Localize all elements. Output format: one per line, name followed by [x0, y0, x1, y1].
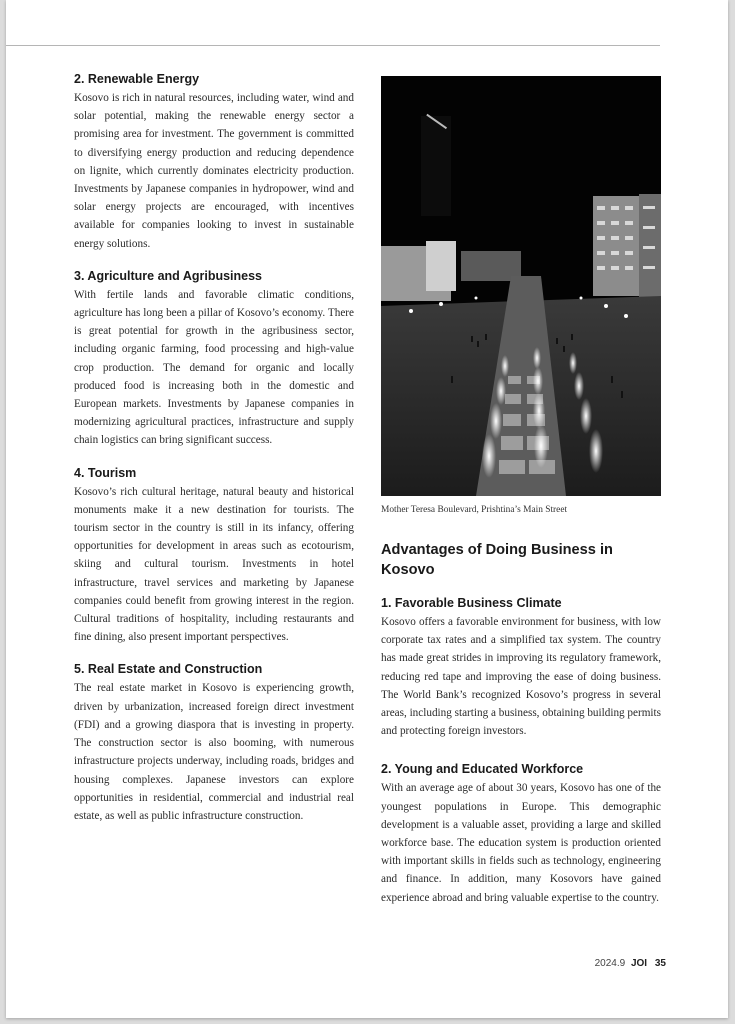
section-business-climate [381, 594, 661, 740]
section-heading: 4. Tourism [74, 465, 137, 480]
section-body: Kosovo is rich in natural resources, including water, wind and solar potential, making the renewable energy sector a promising area for investment. The government is committed to diversifying energy production and reducing dependence on lignite, which currently dominates electricity production. Investments by Japanese companies in hydropower, wind and solar energy projects are encouraged, with incentives available for companies looking to invest in sustainable energy solutions. [74, 92, 354, 250]
section-tourism [74, 464, 354, 647]
section-body: Kosovo’s rich cultural heritage, natural beauty and historical monuments make it a new destination for tourists. The tourism sector in the country is still in its infancy, offering opportunities for development in areas such as ecotourism, skiing and cultural tourism. Investments in hotel infrastructure, travel services and marketing by Japanese companies could benefit from growing interest in the region. Cultural traditions of hospitality, including restaurants and fine dining, also present important perspectives. [74, 485, 354, 644]
section-real-estate [74, 660, 354, 825]
section-heading: 2. Renewable Energy [74, 72, 200, 86]
section-title: Advantages of Doing Business in Kosovo [381, 542, 613, 578]
section-heading: 3. Agriculture and Agribusiness [74, 268, 263, 283]
section-body: With an average age of about 30 years, Kosovo has one of the youngest populations in Europe. This demographic development is a valuable asset, providing a large and skilled workforce base. The education system is production oriented with important skills in fields such as technology, engineering and finance. In addition, many Kosovors have gained experience abroad and bring valuable expertise to the country. [381, 782, 661, 904]
page-footer [566, 958, 666, 969]
section-body: The real estate market in Kosovo is experiencing growth, driven by urbanization, increased foreign direct investment (FDI) and a growing diaspora that is investing in property. The construction sector is also booming, with numerous infrastructure projects underway, including roads, bridges and housing complexes. Japanese investors can explore opportunities in residential, commercial and industrial real estate, as well as public infrastructure construction. [74, 682, 354, 822]
section-heading: 5. Real Estate and Construction [74, 662, 263, 677]
section-body: With fertile lands and favorable climatic conditions, agriculture has long been a pillar of Kosovo’s economy. There is great potential for growth in the agribusiness sector, including organic farming, food processing and high-value crop production. The demand for organic and locally produced food is increasing both in the domestic and European markets. Investments by Japanese companies in modernizing agricultural practices, infrastructure and supply chain logistics can bring significant success. [74, 288, 354, 447]
section-heading: 1. Favorable Business Climate [381, 596, 562, 610]
section-body: Kosovo offers a favorable environment for business, with low corporate tax rates and a simplified tax system. The country has made great strides in improving its regulatory framework, reducing red tape and improving the ease of doing business. The World Bank’s recognized Kosovo’s progress in several areas, including starting a business, obtaining building permits and protecting foreign investors. [381, 616, 661, 738]
right-column [381, 76, 661, 921]
night-street-image [381, 76, 661, 496]
boulevard-photo [381, 76, 661, 496]
magazine-page [6, 0, 728, 1018]
section-agriculture [74, 267, 354, 450]
photo-caption: Mother Teresa Boulevard, Prishtina’s Main Street [381, 505, 568, 515]
section-workforce [381, 760, 661, 906]
top-divider [6, 45, 660, 46]
publication-logo: JOI [630, 958, 648, 969]
section-renewable-energy [74, 70, 354, 253]
section-heading: 2. Young and Educated Workforce [381, 762, 584, 777]
left-column [74, 70, 354, 839]
page-number: 35 [654, 958, 666, 969]
issue-date: 2024.9 [594, 958, 626, 969]
